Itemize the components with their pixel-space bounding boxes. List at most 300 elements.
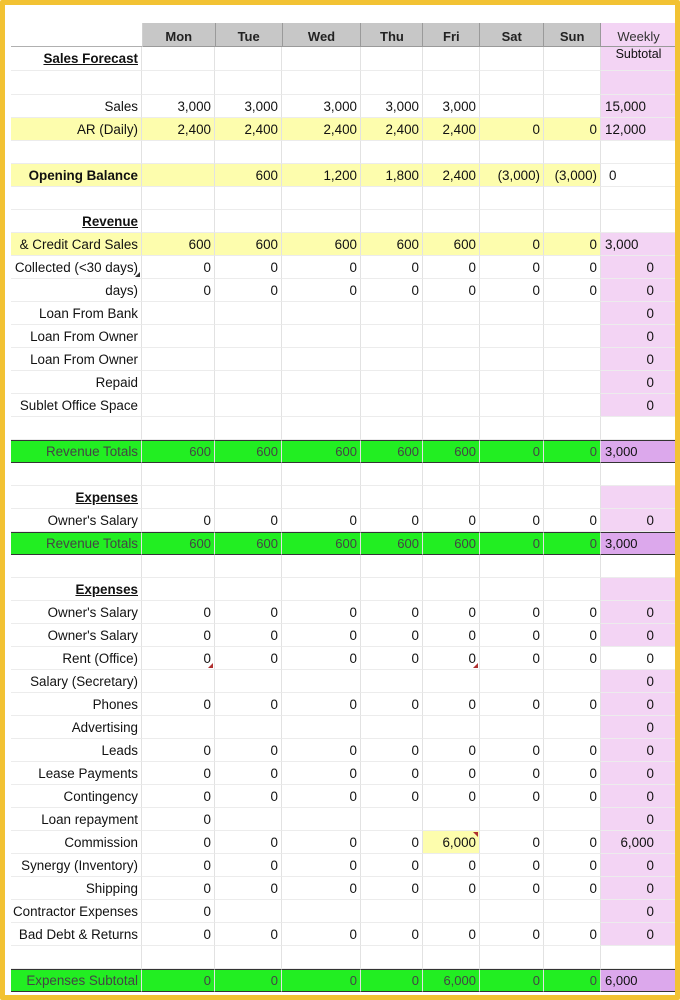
day-value-cell[interactable]: 0 xyxy=(215,279,282,302)
weekly-subtotal-cell[interactable]: 0 xyxy=(601,394,677,417)
day-value-cell[interactable]: 0 xyxy=(142,256,215,279)
day-value-cell[interactable] xyxy=(215,71,282,95)
day-value-cell[interactable] xyxy=(282,210,361,233)
day-value-cell[interactable] xyxy=(480,670,544,693)
day-value-cell[interactable]: 0 xyxy=(142,739,215,762)
day-value-cell[interactable]: 600 xyxy=(361,233,423,256)
weekly-subtotal-cell[interactable]: 0 xyxy=(601,371,677,394)
day-value-cell[interactable] xyxy=(142,164,215,187)
day-value-cell[interactable]: (3,000) xyxy=(544,164,601,187)
day-value-cell[interactable]: 0 xyxy=(423,624,480,647)
day-value-cell[interactable] xyxy=(142,71,215,95)
row-label[interactable]: Loan From Owner xyxy=(11,325,142,348)
day-value-cell[interactable]: 0 xyxy=(544,509,601,532)
day-value-cell[interactable] xyxy=(544,302,601,325)
row-label[interactable] xyxy=(11,946,142,969)
weekly-subtotal-cell[interactable] xyxy=(601,71,677,95)
day-value-cell[interactable]: 600 xyxy=(282,440,361,463)
day-value-cell[interactable] xyxy=(361,900,423,923)
day-value-cell[interactable]: 600 xyxy=(215,532,282,555)
day-value-cell[interactable]: 0 xyxy=(480,279,544,302)
day-value-cell[interactable]: 0 xyxy=(480,831,544,854)
day-value-cell[interactable]: 0 xyxy=(282,739,361,762)
day-value-cell[interactable] xyxy=(423,946,480,969)
weekly-subtotal-cell[interactable]: 0 xyxy=(601,164,677,187)
day-value-cell[interactable] xyxy=(361,371,423,394)
day-value-cell[interactable] xyxy=(361,302,423,325)
day-value-cell[interactable] xyxy=(282,578,361,601)
day-value-cell[interactable]: 0 xyxy=(142,601,215,624)
row-label[interactable]: Collected (<30 days) xyxy=(11,256,142,279)
row-label[interactable]: Shipping xyxy=(11,877,142,900)
day-value-cell[interactable]: 0 xyxy=(480,532,544,555)
day-value-cell[interactable]: 0 xyxy=(423,256,480,279)
weekly-subtotal-cell[interactable]: 0 xyxy=(601,762,677,785)
day-value-cell[interactable]: 0 xyxy=(282,854,361,877)
day-value-cell[interactable] xyxy=(142,463,215,486)
day-value-cell[interactable]: 0 xyxy=(423,854,480,877)
day-value-cell[interactable] xyxy=(544,716,601,739)
day-value-cell[interactable]: 2,400 xyxy=(423,118,480,141)
day-value-cell[interactable] xyxy=(480,302,544,325)
day-value-cell[interactable]: 600 xyxy=(215,233,282,256)
day-value-cell[interactable] xyxy=(361,555,423,578)
day-value-cell[interactable] xyxy=(423,348,480,371)
row-label[interactable]: Leads xyxy=(11,739,142,762)
day-value-cell[interactable] xyxy=(423,417,480,440)
day-value-cell[interactable] xyxy=(142,555,215,578)
day-value-cell[interactable]: 0 xyxy=(282,831,361,854)
day-value-cell[interactable] xyxy=(215,187,282,210)
day-value-cell[interactable]: 0 xyxy=(361,739,423,762)
weekly-subtotal-cell[interactable]: 0 xyxy=(601,302,677,325)
day-value-cell[interactable] xyxy=(215,348,282,371)
day-value-cell[interactable] xyxy=(282,808,361,831)
row-label[interactable]: Expenses xyxy=(11,486,142,509)
day-value-cell[interactable] xyxy=(215,555,282,578)
weekly-subtotal-cell[interactable]: 0 xyxy=(601,601,677,624)
day-value-cell[interactable]: 0 xyxy=(361,854,423,877)
day-value-cell[interactable]: 6,000 xyxy=(423,969,480,992)
day-value-cell[interactable]: 0 xyxy=(544,969,601,992)
day-value-cell[interactable]: 0 xyxy=(142,831,215,854)
day-value-cell[interactable]: 0 xyxy=(361,256,423,279)
day-value-cell[interactable] xyxy=(282,417,361,440)
day-value-cell[interactable] xyxy=(282,394,361,417)
day-value-cell[interactable] xyxy=(480,187,544,210)
weekly-subtotal-cell[interactable] xyxy=(601,141,677,164)
day-value-cell[interactable] xyxy=(544,555,601,578)
day-value-cell[interactable] xyxy=(480,348,544,371)
day-value-cell[interactable]: 0 xyxy=(480,440,544,463)
day-value-cell[interactable] xyxy=(142,578,215,601)
weekly-subtotal-cell[interactable]: 0 xyxy=(601,877,677,900)
weekly-subtotal-cell[interactable]: 0 xyxy=(601,854,677,877)
day-value-cell[interactable] xyxy=(480,946,544,969)
day-value-cell[interactable] xyxy=(361,670,423,693)
day-value-cell[interactable]: 2,400 xyxy=(215,118,282,141)
day-value-cell[interactable]: 0 xyxy=(480,233,544,256)
day-value-cell[interactable] xyxy=(142,371,215,394)
day-value-cell[interactable]: 0 xyxy=(423,509,480,532)
day-value-cell[interactable] xyxy=(282,71,361,95)
day-value-cell[interactable] xyxy=(142,417,215,440)
day-value-cell[interactable] xyxy=(544,371,601,394)
day-value-cell[interactable] xyxy=(142,302,215,325)
row-label[interactable]: Owner's Salary xyxy=(11,624,142,647)
day-value-cell[interactable]: 600 xyxy=(423,440,480,463)
day-value-cell[interactable] xyxy=(282,555,361,578)
day-value-cell[interactable] xyxy=(544,808,601,831)
day-value-cell[interactable]: 0 xyxy=(480,693,544,716)
day-value-cell[interactable]: 0 xyxy=(480,256,544,279)
row-label[interactable] xyxy=(11,417,142,440)
day-value-cell[interactable]: 3,000 xyxy=(423,95,480,118)
day-value-cell[interactable]: 0 xyxy=(282,279,361,302)
day-value-cell[interactable]: 0 xyxy=(480,509,544,532)
weekly-subtotal-cell[interactable]: 0 xyxy=(601,739,677,762)
day-value-cell[interactable] xyxy=(480,71,544,95)
day-value-cell[interactable] xyxy=(215,463,282,486)
row-label[interactable]: Loan From Bank xyxy=(11,302,142,325)
weekly-subtotal-cell[interactable] xyxy=(601,463,677,486)
weekly-subtotal-cell[interactable]: 0 xyxy=(601,348,677,371)
day-value-cell[interactable]: 0 xyxy=(544,233,601,256)
day-value-cell[interactable] xyxy=(423,394,480,417)
day-value-cell[interactable] xyxy=(423,141,480,164)
weekly-subtotal-cell[interactable]: Subtotal xyxy=(601,47,677,71)
day-value-cell[interactable]: 0 xyxy=(361,601,423,624)
day-value-cell[interactable]: 6,000 xyxy=(423,831,480,854)
day-value-cell[interactable]: 0 xyxy=(282,923,361,946)
day-value-cell[interactable] xyxy=(480,95,544,118)
day-value-cell[interactable]: 0 xyxy=(544,831,601,854)
day-value-cell[interactable]: 0 xyxy=(142,624,215,647)
day-value-cell[interactable] xyxy=(361,394,423,417)
day-value-cell[interactable]: 600 xyxy=(423,233,480,256)
day-value-cell[interactable]: 0 xyxy=(544,693,601,716)
day-value-cell[interactable]: 0 xyxy=(423,785,480,808)
day-value-cell[interactable]: 0 xyxy=(282,762,361,785)
weekly-subtotal-cell[interactable] xyxy=(601,187,677,210)
day-value-cell[interactable]: 600 xyxy=(423,532,480,555)
day-value-cell[interactable] xyxy=(142,187,215,210)
day-value-cell[interactable] xyxy=(423,670,480,693)
day-value-cell[interactable]: 0 xyxy=(544,762,601,785)
day-value-cell[interactable] xyxy=(544,210,601,233)
day-value-cell[interactable]: 0 xyxy=(544,118,601,141)
day-value-cell[interactable] xyxy=(215,47,282,71)
day-value-cell[interactable] xyxy=(544,394,601,417)
day-value-cell[interactable] xyxy=(544,578,601,601)
weekly-subtotal-cell[interactable]: 0 xyxy=(601,900,677,923)
row-label[interactable]: Revenue Totals xyxy=(11,440,142,463)
day-value-cell[interactable]: 0 xyxy=(544,785,601,808)
day-value-cell[interactable]: 0 xyxy=(142,877,215,900)
day-value-cell[interactable]: 0 xyxy=(361,693,423,716)
weekly-subtotal-cell[interactable]: 0 xyxy=(601,785,677,808)
day-value-cell[interactable]: 0 xyxy=(423,739,480,762)
day-value-cell[interactable]: 0 xyxy=(215,739,282,762)
day-value-cell[interactable] xyxy=(480,210,544,233)
row-label[interactable]: Opening Balance xyxy=(11,164,142,187)
day-value-cell[interactable]: 600 xyxy=(361,532,423,555)
weekly-subtotal-cell[interactable] xyxy=(601,486,677,509)
day-value-cell[interactable] xyxy=(215,808,282,831)
row-label[interactable]: Sales Forecast xyxy=(11,47,142,71)
day-value-cell[interactable]: 0 xyxy=(361,969,423,992)
day-value-cell[interactable]: 0 xyxy=(215,854,282,877)
row-label[interactable]: Contingency xyxy=(11,785,142,808)
day-value-cell[interactable]: 0 xyxy=(215,647,282,670)
day-value-cell[interactable]: 0 xyxy=(215,256,282,279)
day-value-cell[interactable] xyxy=(423,325,480,348)
day-value-cell[interactable] xyxy=(282,946,361,969)
weekly-subtotal-cell[interactable]: 0 xyxy=(601,256,677,279)
day-value-cell[interactable] xyxy=(544,348,601,371)
day-value-cell[interactable]: 0 xyxy=(361,647,423,670)
day-value-cell[interactable] xyxy=(361,210,423,233)
day-value-cell[interactable] xyxy=(282,187,361,210)
day-value-cell[interactable] xyxy=(480,47,544,71)
day-value-cell[interactable] xyxy=(480,371,544,394)
day-value-cell[interactable] xyxy=(361,141,423,164)
row-label[interactable] xyxy=(11,463,142,486)
day-value-cell[interactable] xyxy=(544,946,601,969)
day-value-cell[interactable] xyxy=(480,808,544,831)
day-value-cell[interactable]: 0 xyxy=(215,601,282,624)
day-value-cell[interactable]: 0 xyxy=(361,831,423,854)
day-value-cell[interactable] xyxy=(282,325,361,348)
day-value-cell[interactable] xyxy=(282,716,361,739)
day-value-cell[interactable]: 0 xyxy=(282,624,361,647)
day-value-cell[interactable] xyxy=(142,670,215,693)
day-value-cell[interactable]: 0 xyxy=(215,693,282,716)
day-value-cell[interactable]: 3,000 xyxy=(361,95,423,118)
day-value-cell[interactable] xyxy=(282,900,361,923)
weekly-subtotal-cell[interactable]: 0 xyxy=(601,693,677,716)
day-value-cell[interactable] xyxy=(282,486,361,509)
day-value-cell[interactable]: 0 xyxy=(142,509,215,532)
day-value-cell[interactable] xyxy=(423,463,480,486)
day-value-cell[interactable] xyxy=(480,486,544,509)
day-value-cell[interactable]: 0 xyxy=(282,509,361,532)
day-value-cell[interactable]: 0 xyxy=(142,969,215,992)
day-value-cell[interactable] xyxy=(282,463,361,486)
day-value-cell[interactable] xyxy=(142,325,215,348)
weekly-subtotal-cell[interactable]: 0 xyxy=(601,716,677,739)
row-label[interactable]: Lease Payments xyxy=(11,762,142,785)
day-value-cell[interactable]: 0 xyxy=(423,877,480,900)
row-label[interactable]: AR (Daily) xyxy=(11,118,142,141)
day-value-cell[interactable]: 0 xyxy=(544,877,601,900)
day-value-cell[interactable]: 0 xyxy=(142,854,215,877)
day-value-cell[interactable]: 600 xyxy=(142,233,215,256)
day-value-cell[interactable]: 2,400 xyxy=(361,118,423,141)
row-label[interactable]: Loan repayment xyxy=(11,808,142,831)
day-value-cell[interactable]: 0 xyxy=(142,923,215,946)
day-value-cell[interactable] xyxy=(215,900,282,923)
day-value-cell[interactable] xyxy=(544,670,601,693)
day-value-cell[interactable] xyxy=(215,670,282,693)
day-value-cell[interactable] xyxy=(215,210,282,233)
row-label[interactable] xyxy=(11,141,142,164)
day-value-cell[interactable] xyxy=(282,302,361,325)
day-value-cell[interactable] xyxy=(282,670,361,693)
day-value-cell[interactable] xyxy=(215,141,282,164)
day-value-cell[interactable]: 0 xyxy=(480,877,544,900)
day-value-cell[interactable]: 600 xyxy=(282,233,361,256)
row-label[interactable] xyxy=(11,71,142,95)
day-value-cell[interactable] xyxy=(544,417,601,440)
row-label[interactable]: Phones xyxy=(11,693,142,716)
day-value-cell[interactable]: 0 xyxy=(480,601,544,624)
row-label[interactable]: Synergy (Inventory) xyxy=(11,854,142,877)
day-value-cell[interactable]: 0 xyxy=(361,762,423,785)
day-value-cell[interactable] xyxy=(544,325,601,348)
day-value-cell[interactable]: 0 xyxy=(544,256,601,279)
row-label[interactable]: Sales xyxy=(11,95,142,118)
day-value-cell[interactable]: 0 xyxy=(544,647,601,670)
day-value-cell[interactable]: 0 xyxy=(282,969,361,992)
day-value-cell[interactable] xyxy=(215,302,282,325)
weekly-subtotal-cell[interactable]: 6,000 xyxy=(601,969,677,992)
day-value-cell[interactable]: 0 xyxy=(423,693,480,716)
row-label[interactable]: Advertising xyxy=(11,716,142,739)
day-value-cell[interactable] xyxy=(361,348,423,371)
row-label[interactable] xyxy=(11,555,142,578)
day-value-cell[interactable]: 0 xyxy=(215,877,282,900)
day-value-cell[interactable]: 0 xyxy=(142,279,215,302)
day-value-cell[interactable] xyxy=(361,578,423,601)
day-value-cell[interactable] xyxy=(142,348,215,371)
day-value-cell[interactable] xyxy=(361,808,423,831)
row-label[interactable]: & Credit Card Sales xyxy=(11,233,142,256)
day-value-cell[interactable]: 0 xyxy=(142,785,215,808)
day-value-cell[interactable] xyxy=(423,555,480,578)
day-value-cell[interactable]: 2,400 xyxy=(142,118,215,141)
day-value-cell[interactable] xyxy=(544,141,601,164)
day-value-cell[interactable]: 0 xyxy=(215,509,282,532)
weekly-subtotal-cell[interactable]: 0 xyxy=(601,647,677,670)
day-value-cell[interactable]: 0 xyxy=(423,601,480,624)
day-value-cell[interactable] xyxy=(544,71,601,95)
row-label[interactable]: Expenses xyxy=(11,578,142,601)
day-value-cell[interactable] xyxy=(361,417,423,440)
day-value-cell[interactable] xyxy=(142,394,215,417)
day-value-cell[interactable] xyxy=(423,302,480,325)
day-value-cell[interactable]: 3,000 xyxy=(215,95,282,118)
row-label[interactable]: Revenue xyxy=(11,210,142,233)
weekly-subtotal-cell[interactable]: 0 xyxy=(601,624,677,647)
day-value-cell[interactable]: 0 xyxy=(480,762,544,785)
day-value-cell[interactable] xyxy=(423,71,480,95)
day-value-cell[interactable] xyxy=(215,394,282,417)
day-value-cell[interactable]: 0 xyxy=(282,647,361,670)
day-value-cell[interactable]: 0 xyxy=(480,923,544,946)
day-value-cell[interactable]: 0 xyxy=(544,739,601,762)
day-value-cell[interactable]: 0 xyxy=(480,969,544,992)
day-value-cell[interactable]: 0 xyxy=(215,785,282,808)
weekly-subtotal-cell[interactable]: 3,000 xyxy=(601,233,677,256)
day-value-cell[interactable]: 0 xyxy=(282,877,361,900)
day-value-cell[interactable]: 0 xyxy=(480,624,544,647)
day-value-cell[interactable] xyxy=(480,716,544,739)
day-value-cell[interactable]: 0 xyxy=(544,923,601,946)
day-value-cell[interactable] xyxy=(282,141,361,164)
day-value-cell[interactable]: 3,000 xyxy=(142,95,215,118)
day-value-cell[interactable] xyxy=(361,71,423,95)
day-value-cell[interactable]: 0 xyxy=(282,601,361,624)
day-value-cell[interactable] xyxy=(142,47,215,71)
day-value-cell[interactable]: 0 xyxy=(544,532,601,555)
weekly-subtotal-cell[interactable]: 15,000 xyxy=(601,95,677,118)
weekly-subtotal-cell[interactable]: 0 xyxy=(601,509,677,532)
day-value-cell[interactable]: 0 xyxy=(361,877,423,900)
day-value-cell[interactable]: 0 xyxy=(544,279,601,302)
day-value-cell[interactable]: 600 xyxy=(215,440,282,463)
day-value-cell[interactable]: 0 xyxy=(215,624,282,647)
weekly-subtotal-cell[interactable] xyxy=(601,417,677,440)
day-value-cell[interactable] xyxy=(480,900,544,923)
weekly-subtotal-cell[interactable] xyxy=(601,578,677,601)
weekly-subtotal-cell[interactable]: 0 xyxy=(601,923,677,946)
day-value-cell[interactable]: 0 xyxy=(544,854,601,877)
day-value-cell[interactable] xyxy=(361,47,423,71)
day-value-cell[interactable] xyxy=(282,371,361,394)
row-label[interactable]: Loan From Owner xyxy=(11,348,142,371)
day-value-cell[interactable] xyxy=(423,808,480,831)
row-label[interactable]: Salary (Secretary) xyxy=(11,670,142,693)
day-value-cell[interactable] xyxy=(480,141,544,164)
weekly-subtotal-cell[interactable] xyxy=(601,946,677,969)
day-value-cell[interactable] xyxy=(215,486,282,509)
day-value-cell[interactable]: 0 xyxy=(423,279,480,302)
day-value-cell[interactable]: 600 xyxy=(282,532,361,555)
day-value-cell[interactable]: 0 xyxy=(215,762,282,785)
day-value-cell[interactable]: 2,400 xyxy=(282,118,361,141)
row-label[interactable]: Contractor Expenses xyxy=(11,900,142,923)
weekly-subtotal-cell[interactable]: 0 xyxy=(601,325,677,348)
day-value-cell[interactable] xyxy=(480,555,544,578)
day-value-cell[interactable] xyxy=(215,325,282,348)
day-value-cell[interactable]: 0 xyxy=(215,923,282,946)
day-value-cell[interactable]: 0 xyxy=(361,279,423,302)
weekly-subtotal-cell[interactable]: 6,000 xyxy=(601,831,677,854)
day-value-cell[interactable] xyxy=(544,47,601,71)
day-value-cell[interactable] xyxy=(480,325,544,348)
day-value-cell[interactable]: 1,200 xyxy=(282,164,361,187)
row-label[interactable]: Owner's Salary xyxy=(11,601,142,624)
day-value-cell[interactable]: 0 xyxy=(142,693,215,716)
weekly-subtotal-cell[interactable]: 3,000 xyxy=(601,532,677,555)
day-value-cell[interactable] xyxy=(215,716,282,739)
day-value-cell[interactable]: 0 xyxy=(480,854,544,877)
day-value-cell[interactable] xyxy=(361,486,423,509)
row-label[interactable]: Expenses Subtotal xyxy=(11,969,142,992)
day-value-cell[interactable]: 0 xyxy=(480,647,544,670)
day-value-cell[interactable]: 0 xyxy=(544,440,601,463)
day-value-cell[interactable]: 2,400 xyxy=(423,164,480,187)
day-value-cell[interactable] xyxy=(423,578,480,601)
day-value-cell[interactable] xyxy=(361,463,423,486)
row-label[interactable] xyxy=(11,187,142,210)
day-value-cell[interactable] xyxy=(480,394,544,417)
day-value-cell[interactable]: 0 xyxy=(142,900,215,923)
day-value-cell[interactable]: 0 xyxy=(361,785,423,808)
row-label[interactable]: Owner's Salary xyxy=(11,509,142,532)
day-value-cell[interactable]: 0 xyxy=(215,969,282,992)
